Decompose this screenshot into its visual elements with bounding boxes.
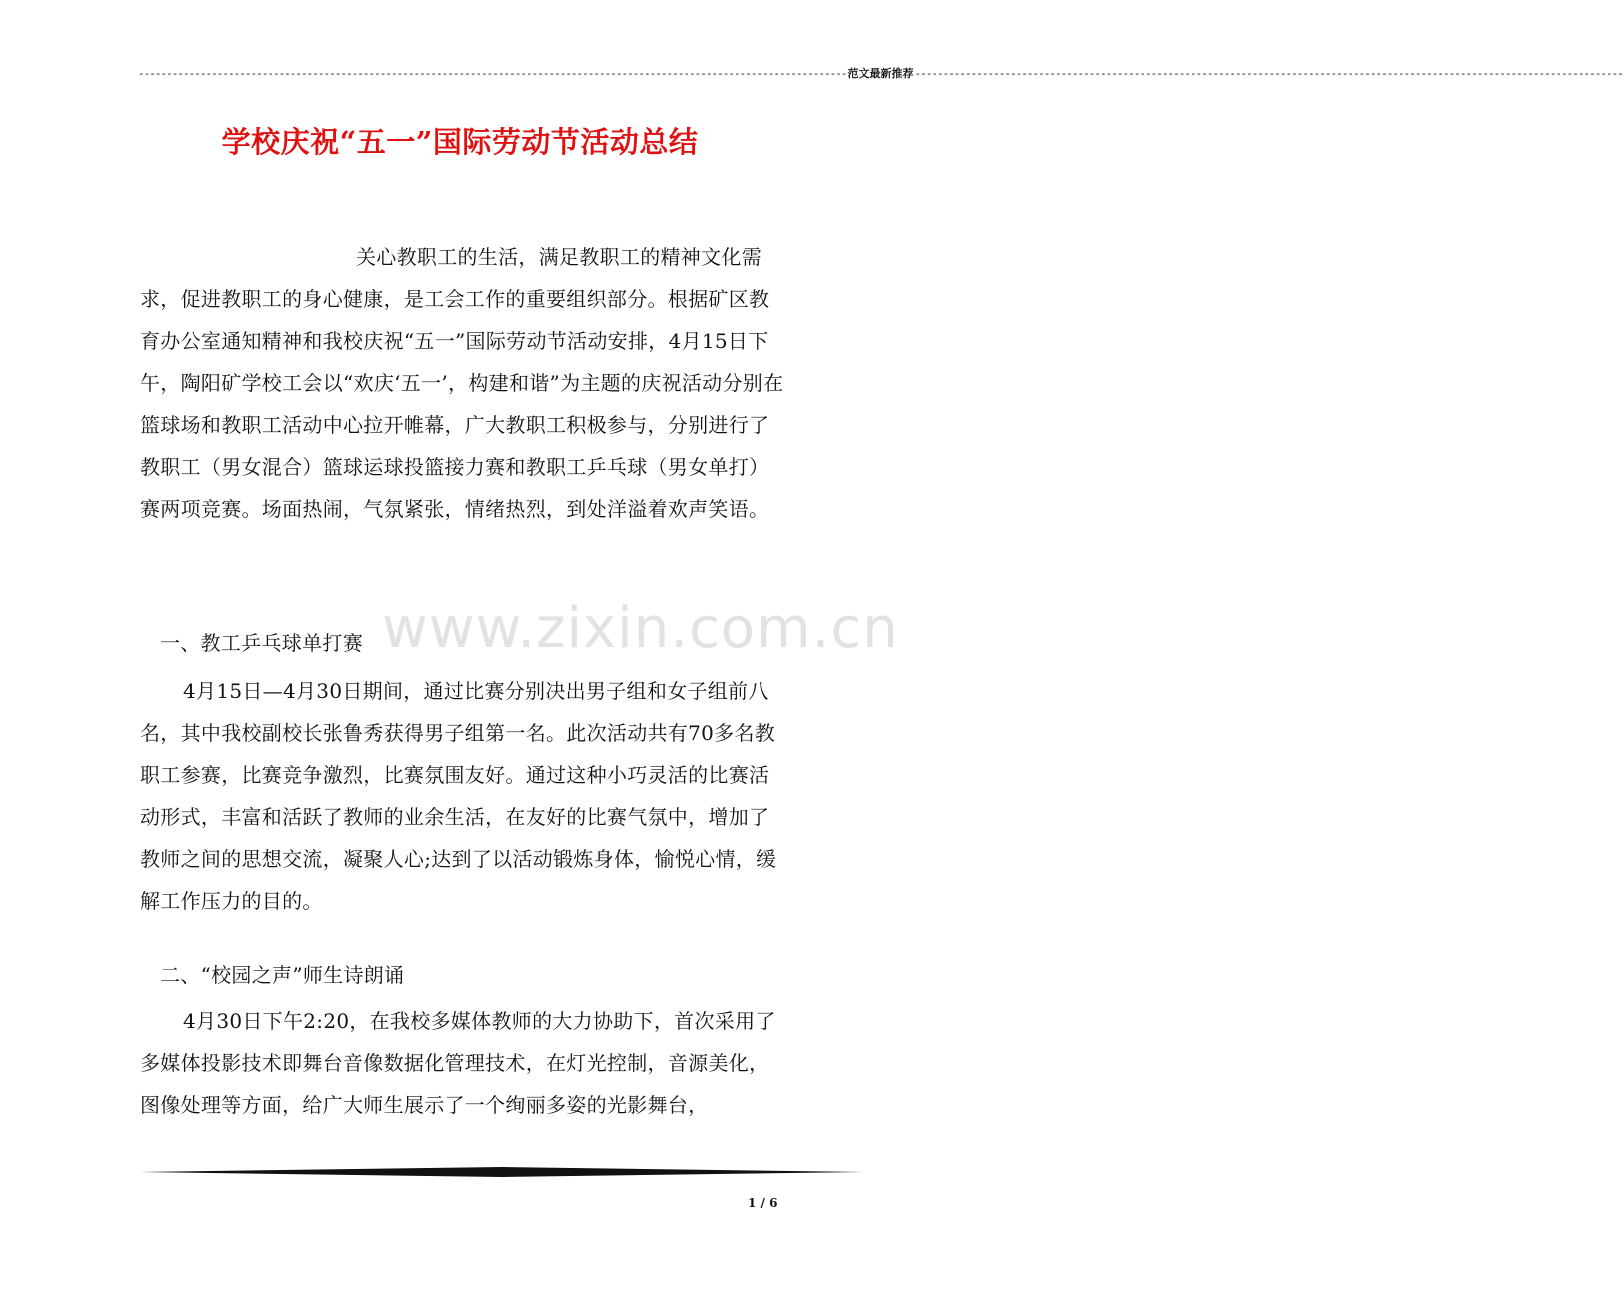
watermark: www.zixin.com.cn: [382, 596, 899, 661]
intro-paragraph: [140, 236, 788, 530]
header-dashes-left: ------------------------------------------------------------------------------------------------------------------------------: [138, 67, 847, 80]
section2-heading: 二、“校园之声”师生诗朗诵: [160, 963, 405, 987]
section1-heading: 一、教工乒乓球单打赛: [160, 631, 363, 655]
header-rule: [138, 66, 1623, 82]
section1-paragraph: 4月15日—4月30日期间，通过比赛分别决出男子组和女子组前八名，其中我校副校长张鲁秀获得男子组第一名。此次活动共有70多名教职工参赛，比赛竞争激烈，比赛氛围友好。通过这种小巧灵活的比赛活动形式，丰富和活跃了教师的业余生活，在友好的比赛气氛中，增加了教师之间的思想交流，凝聚人心;达到了以活动锻炼身体，愉悦心情，缓解工作压力的目的。: [140, 679, 777, 913]
header-dashes-right: ------------------------------------------------------------------------------------------------------------------------------: [914, 67, 1623, 80]
footer-rule: [140, 1166, 864, 1178]
page-number: 1 / 6: [748, 1196, 778, 1210]
document-title: 学校庆祝“五一”国际劳动节活动总结: [221, 125, 699, 159]
header-label: 范文最新推荐: [847, 67, 914, 80]
section2-paragraph: 4月30日下午2:20，在我校多媒体教师的大力协助下，首次采用了多媒体投影技术即舞台音像数据化管理技术，在灯光控制，音源美化，图像处理等方面，给广大师生展示了一个绚丽多姿的光影舞台，: [140, 1009, 776, 1117]
intro-text: 关心教职工的生活，满足教职工的精神文化需求，促进教职工的身心健康，是工会工作的重要组织部分。根据矿区教育办公室通知精神和我校庆祝“五一”国际劳动节活动安排，4月15日下午，陶阳矿学校工会以“欢庆‘五一’，构建和谐”为主题的庆祝活动分别在篮球场和教职工活动中心拉开帷幕，广大教职工积极参与，分别进行了教职工（男女混合）篮球运球投篮接力赛和教职工乒乓球（男女单打）赛两项竞赛。场面热闹，气氛紧张，情绪热烈，到处洋溢着欢声笑语。: [140, 245, 784, 521]
